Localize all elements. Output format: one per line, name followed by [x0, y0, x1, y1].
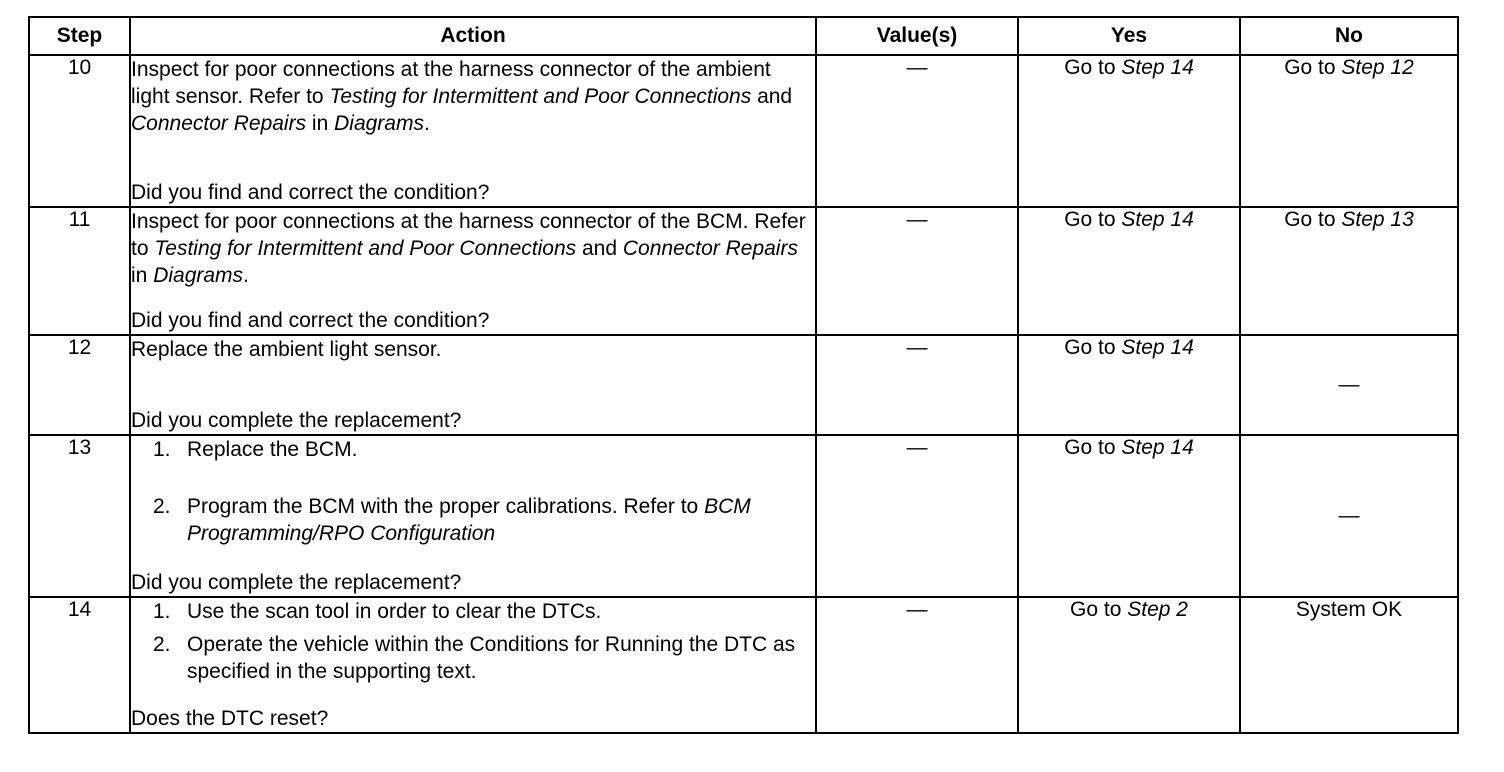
step-reference: Step 13 — [1341, 208, 1414, 231]
value-cell — [816, 207, 1018, 335]
table-row — [29, 335, 1458, 435]
value-dash: — — [906, 436, 928, 459]
step-number: 13 — [29, 435, 130, 597]
value-cell — [816, 335, 1018, 435]
table-row — [29, 207, 1458, 335]
diagnostic-table — [28, 16, 1459, 734]
yes-cell: Go to Step 14 — [1018, 55, 1240, 207]
step-number: 10 — [29, 55, 130, 207]
step-number: 14 — [29, 597, 130, 733]
step-number: 11 — [29, 207, 130, 335]
no-cell: System OK — [1240, 597, 1458, 733]
action-cell — [130, 435, 816, 597]
header-step: Step — [29, 17, 130, 55]
list-item: 1. Replace the BCM. — [153, 438, 358, 461]
list-item: 2. Program the BCM with the proper calibrations. Refer to BCM Programming/RPO Configuration — [153, 495, 751, 545]
list-spacer — [131, 463, 815, 493]
no-cell — [1240, 335, 1458, 435]
action-cell — [130, 55, 816, 207]
header-yes: Yes — [1018, 17, 1240, 55]
action-text: Inspect for poor connections at the harness connector of the ambient light sensor. Refer to Testing for Intermittent and Poor Connections and Connector Repairs in Diagrams. — [131, 58, 793, 135]
step-reference: Step 14 — [1121, 56, 1194, 79]
yes-cell: Go to Step 14 — [1018, 435, 1240, 597]
action-text: Inspect for poor connections at the harness connector of the BCM. Refer to Testing for Intermittent and Poor Connections and Connector Repairs in Diagrams. — [131, 210, 806, 287]
no-dash: — — [1338, 373, 1360, 396]
value-cell — [816, 597, 1018, 733]
step-reference: Step 12 — [1341, 56, 1414, 79]
yes-cell: Go to Step 14 — [1018, 207, 1240, 335]
action-cell — [130, 335, 816, 435]
step-reference: Step 2 — [1127, 598, 1188, 621]
action-question: Does the DTC reset? — [131, 707, 329, 730]
reference-link: Connector Repairs — [131, 112, 307, 135]
value-cell — [816, 55, 1018, 207]
yes-cell: Go to Step 14 — [1018, 335, 1240, 435]
table-row — [29, 597, 1458, 733]
header-row — [29, 17, 1458, 55]
no-cell: Go to Step 13 — [1240, 207, 1458, 335]
reference-link: Diagrams — [153, 264, 244, 287]
step-reference: Step 14 — [1121, 208, 1194, 231]
reference-link: Diagrams — [334, 112, 424, 135]
yes-cell: Go to Step 2 — [1018, 597, 1240, 733]
step-reference: Step 14 — [1121, 336, 1194, 359]
step-number: 12 — [29, 335, 130, 435]
no-cell: Go to Step 12 — [1240, 55, 1458, 207]
action-question: Did you find and correct the condition? — [131, 181, 490, 204]
list-item: 2. Operate the vehicle within the Conditions for Running the DTC as specified in the supporting text. — [153, 633, 796, 683]
action-question: Did you complete the replacement? — [131, 571, 462, 594]
reference-link: Testing for Intermittent and Poor Connections — [154, 237, 577, 260]
header-action: Action — [130, 17, 816, 55]
header-values: Value(s) — [816, 17, 1018, 55]
no-dash: — — [1338, 504, 1360, 527]
action-list — [131, 598, 815, 685]
value-dash: — — [906, 598, 928, 621]
table-row — [29, 55, 1458, 207]
reference-link: Connector Repairs — [622, 237, 798, 260]
no-cell — [1240, 435, 1458, 597]
value-cell — [816, 435, 1018, 597]
action-list — [131, 436, 815, 547]
list-item: 1. Use the scan tool in order to clear the DTCs. — [153, 600, 602, 623]
action-text: Replace the ambient light sensor. — [131, 338, 442, 361]
step-reference: Step 14 — [1121, 436, 1194, 459]
value-dash: — — [906, 56, 928, 79]
reference-link: Testing for Intermittent and Poor Connections — [329, 85, 752, 108]
action-question: Did you find and correct the condition? — [131, 309, 490, 332]
action-cell — [130, 207, 816, 335]
value-dash: — — [906, 336, 928, 359]
value-dash: — — [906, 208, 928, 231]
header-no: No — [1240, 17, 1458, 55]
table-row — [29, 435, 1458, 597]
action-question: Did you complete the replacement? — [131, 409, 462, 432]
reference-link: BCM Programming/RPO Configuration — [187, 495, 751, 545]
action-cell — [130, 597, 816, 733]
